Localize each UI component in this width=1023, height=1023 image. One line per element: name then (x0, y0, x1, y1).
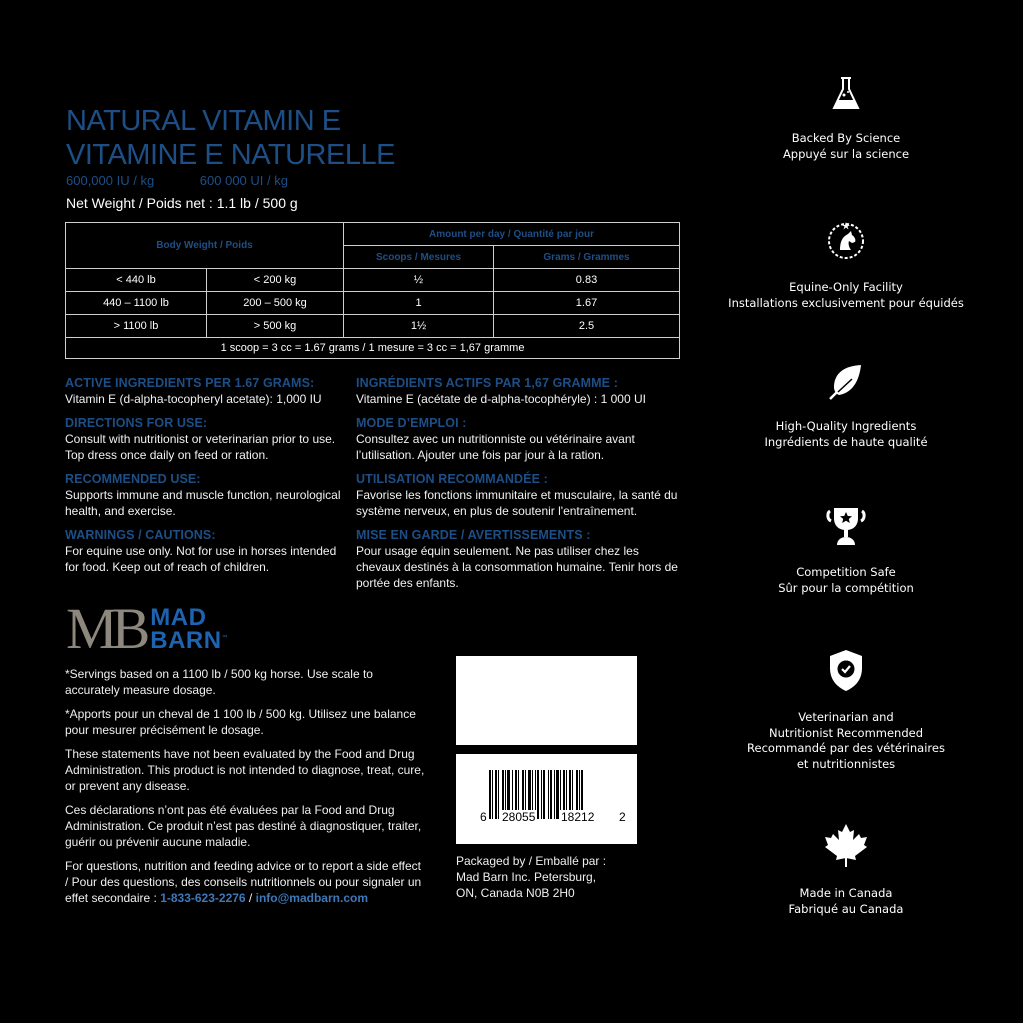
active-heading: ACTIVE INGREDIENTS PER 1.67 GRAMS: (65, 376, 315, 390)
barcode (456, 754, 637, 844)
title-english: NATURAL VITAMIN E (66, 105, 341, 137)
table-row (66, 315, 680, 338)
concentration-french: 600 000 UI / kg (199, 173, 288, 188)
recommended-heading-fr: UTILISATION RECOMMANDÉE : (356, 472, 548, 486)
table-row (66, 269, 680, 292)
feature-equine-only: Equine-Only Facility Installations exclusivement pour équidés (718, 220, 974, 311)
concentration (66, 173, 330, 188)
dosage-table (65, 222, 680, 359)
cell-lb: < 440 lb (66, 269, 207, 292)
title-french: VITAMINE E NATURELLE (66, 139, 395, 171)
recommended-heading: RECOMMENDED USE: (65, 472, 201, 486)
servings-note-fr: *Apports pour un cheval de 1 100 lb / 500 kg. Utilisez une balance pour mesurer précisément le dosage. (65, 707, 416, 737)
horse-laurel-icon (824, 220, 868, 262)
active-heading-fr: INGRÉDIENTS ACTIFS PAR 1,67 GRAMME : (356, 376, 618, 390)
maple-leaf-icon (824, 822, 868, 868)
concentration-english: 600,000 IU / kg (66, 173, 155, 188)
fda-statement-fr: Ces déclarations n’ont pas été évaluées par la Food and Drug Administration. Ce produit n’est pas destiné à diagnostiquer, traiter, guérir ou prévenir aucune maladie. (65, 803, 422, 849)
logo-monogram: MB (66, 596, 145, 661)
cell-kg: 200 – 500 kg (207, 292, 344, 315)
grams-header: Grams / Grammes (494, 246, 680, 269)
recommended-text: Supports immune and muscle function, neurological health, and exercise. (65, 488, 341, 518)
cell-kg: > 500 kg (207, 315, 344, 338)
french-info (356, 375, 681, 599)
cell-lb: > 1100 lb (66, 315, 207, 338)
fda-statement-en: These statements have not been evaluated by the Food and Drug Administration. This product is not intended to diagnose, treat, cure, or prevent any disease. (65, 747, 425, 793)
cell-kg: < 200 kg (207, 269, 344, 292)
net-weight: Net Weight / Poids net : 1.1 lb / 500 g (66, 195, 298, 211)
active-text-fr: Vitamine E (acétate de d-alpha-tocophéryle) : 1 000 UI (356, 392, 646, 406)
directions-heading-fr: MODE D’EMPLOI : (356, 416, 467, 430)
feature-vet-recommended: Veterinarian and Nutritionist Recommended Recommandé par des vétérinaires et nutritionnistes (718, 648, 974, 772)
warnings-heading: WARNINGS / CAUTIONS: (65, 528, 216, 542)
table-footer: 1 scoop = 3 cc = 1.67 grams / 1 mesure = 3 cc = 1,67 gramme (66, 338, 680, 359)
directions-text-fr: Consultez avec un nutritionniste ou vétérinaire avant l’utilisation. Ajouter une fois par jour à la ration. (356, 432, 635, 462)
product-title (66, 104, 395, 172)
barcode-digit-first: 6 (480, 810, 487, 824)
servings-note-en: *Servings based on a 1100 lb / 500 kg horse. Use scale to accurately measure dosage. (65, 667, 373, 697)
feature-science: Backed By Science Appuyé sur la science (718, 75, 974, 162)
barcode-group-right: 18212 (561, 810, 595, 824)
recommended-text-fr: Favorise les fonctions immunitaire et musculaire, la santé du système nerveux, en plus de soutenir l'entraînement. (356, 488, 678, 518)
packaged-by: Packaged by / Emballé par : Mad Barn Inc. Petersburg, ON, Canada N0B 2H0 (456, 854, 607, 900)
cell-scoops: ½ (344, 269, 494, 292)
disclaimers (65, 666, 425, 914)
email-link[interactable]: info@madbarn.com (255, 891, 368, 905)
cell-grams: 1.67 (494, 292, 680, 315)
cell-scoops: 1 (344, 292, 494, 315)
cell-lb: 440 – 1100 lb (66, 292, 207, 315)
table-row (66, 292, 680, 315)
barcode-digit-last: 2 (619, 810, 626, 824)
phone-link[interactable]: 1-833-623-2276 (160, 891, 246, 905)
warnings-text-fr: Pour usage équin seulement. Ne pas utiliser chez les chevaux destinés à la consommation humaine. Tenir hors de portée des enfants. (356, 544, 678, 590)
warnings-text: For equine use only. Not for use in horses intended for food. Keep out of reach of children. (65, 544, 337, 574)
directions-heading: DIRECTIONS FOR USE: (65, 416, 208, 430)
barcode-group-left: 28055 (502, 810, 536, 824)
leaf-icon (828, 363, 864, 401)
cell-scoops: 1½ (344, 315, 494, 338)
warnings-heading-fr: MISE EN GARDE / AVERTISSEMENTS : (356, 528, 591, 542)
feature-quality: High-Quality Ingredients Ingrédients de haute qualité (718, 363, 974, 450)
cell-grams: 0.83 (494, 269, 680, 292)
lot-code-box (456, 656, 637, 745)
shield-check-icon (827, 648, 865, 692)
flask-icon (831, 75, 861, 113)
cell-grams: 2.5 (494, 315, 680, 338)
scoops-header: Scoops / Mesures (344, 246, 494, 269)
feature-made-in-canada: Made in Canada Fabriqué au Canada (718, 822, 974, 917)
feature-competition: Competition Safe Sûr pour la compétition (718, 505, 974, 596)
trophy-icon (823, 505, 869, 547)
active-text: Vitamin E (d-alpha-tocopheryl acetate): 1,000 IU (65, 392, 322, 406)
body-weight-header: Body Weight / Poids (66, 223, 344, 269)
english-info (65, 375, 350, 583)
amount-header: Amount per day / Quantité par jour (344, 223, 680, 246)
mad-barn-logo (66, 596, 229, 661)
contact-info: For questions, nutrition and feeding advice or to report a side effect / Pour des questions, des conseils nutritionnels ou pour signaler un effet secondaire : 1-833-623-2276 / info@madbarn.com (65, 859, 422, 905)
logo-wordmark: MAD BARN™ (150, 604, 229, 654)
directions-text: Consult with nutritionist or veterinarian prior to use. Top dress once daily on feed or ration. (65, 432, 336, 462)
